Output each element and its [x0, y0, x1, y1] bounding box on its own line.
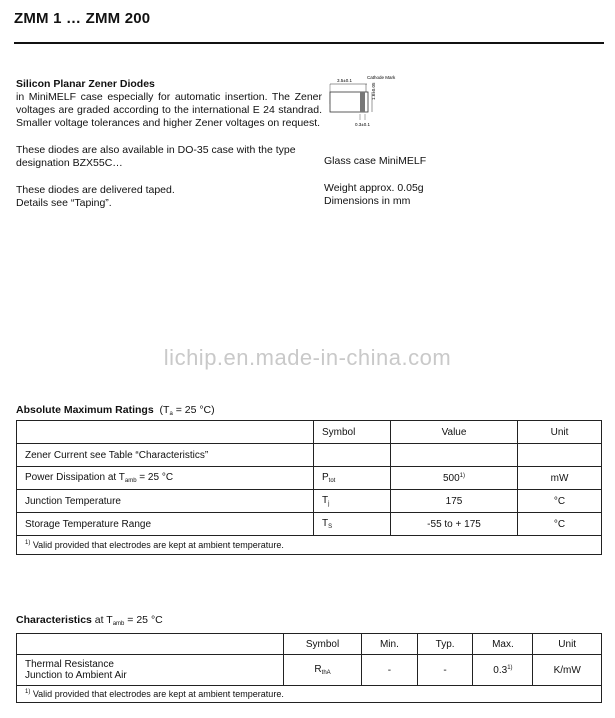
symbol-cell: $T_S$: [314, 513, 391, 536]
table-row: [17, 467, 602, 490]
characteristics-header-min: Min.: [362, 634, 418, 655]
param-cell: Power Dissipation at $T_{amb} = 25$ °C: [17, 467, 314, 490]
package-case: Glass case MiniMELF: [324, 155, 427, 167]
characteristics-header-unit: Unit: [533, 634, 602, 655]
characteristics-footnote-row: [17, 686, 602, 703]
value-cell: 175: [391, 490, 518, 513]
abs-max-heading: [16, 404, 215, 417]
intro-paragraph-3-line-1: These diodes are delivered taped.: [16, 184, 175, 196]
abs-max-header-symbol: Symbol: [314, 421, 391, 444]
min-cell: -: [362, 655, 418, 686]
package-weight: Weight approx. 0.05g: [324, 182, 424, 194]
abs-max-header-unit: Unit: [518, 421, 602, 444]
abs-max-condition: ($T_a = 25$ °C): [159, 404, 215, 417]
table-row: [17, 490, 602, 513]
title-rule: [14, 42, 604, 44]
symbol-cell: $T_j$: [314, 490, 391, 513]
characteristics-header-row: [17, 634, 602, 655]
unit-cell: °C: [518, 490, 602, 513]
table-row: [17, 444, 602, 467]
typ-cell: -: [417, 655, 473, 686]
characteristics-title: Characteristics: [16, 614, 92, 626]
diagram-diameter-label: 1.6±0.05: [371, 82, 376, 100]
param-cell: Storage Temperature Range: [17, 513, 314, 536]
characteristics-condition: at $T_{amb} = 25$ °C: [91, 614, 163, 627]
characteristics-table: [16, 633, 602, 703]
param-cell: Thermal Resistance Junction to Ambient Air: [17, 655, 284, 686]
symbol-cell: $P_{tot}$: [314, 467, 391, 490]
param-cell: Zener Current see Table “Characteristics”: [17, 444, 314, 467]
param-cell: Junction Temperature: [17, 490, 314, 513]
watermark: lichip.en.made-in-china.com: [163, 345, 452, 370]
max-cell: 0.3$^{1)}$: [473, 655, 533, 686]
table-row: [17, 513, 602, 536]
characteristics-header-max: Max.: [473, 634, 533, 655]
characteristics-header-param: [17, 634, 284, 655]
characteristics-footnote: $^{1)}$ Valid provided that electrodes are kept at ambient temperature.: [17, 686, 602, 703]
intro-paragraph-2: These diodes are also available in DO-35 case with the type designation BZX55C…: [16, 144, 296, 169]
intro-heading: Silicon Planar Zener Diodes: [16, 78, 155, 90]
diagram-band-label: 0.3±0.1: [355, 122, 370, 127]
page-title: ZMM 1 … ZMM 200: [14, 10, 151, 27]
abs-max-footnote: $^{1)}$ Valid provided that electrodes are kept at ambient temperature.: [17, 536, 602, 555]
abs-max-header-value: Value: [391, 421, 518, 444]
abs-max-header-row: [17, 421, 602, 444]
unit-cell: [518, 444, 602, 467]
symbol-cell: $R_{thA}$: [284, 655, 362, 686]
minimelf-diagram: [322, 74, 402, 134]
abs-max-footnote-row: [17, 536, 602, 555]
unit-cell: °C: [518, 513, 602, 536]
value-cell: 500$^{1)}$: [391, 467, 518, 490]
diagram-cathode-label: Cathode Mark: [367, 75, 396, 80]
unit-cell: K/mW: [533, 655, 602, 686]
value-cell: [391, 444, 518, 467]
intro-paragraph-3-line-2: Details see “Taping”.: [16, 197, 112, 209]
table-row: [17, 655, 602, 686]
unit-cell: mW: [518, 467, 602, 490]
characteristics-header-symbol: Symbol: [284, 634, 362, 655]
package-dimensions: Dimensions in mm: [324, 195, 411, 207]
characteristics-header-typ: Typ.: [417, 634, 473, 655]
abs-max-table: [16, 420, 602, 555]
package-info: [324, 155, 426, 208]
characteristics-heading: [16, 614, 163, 627]
value-cell: -55 to + 175: [391, 513, 518, 536]
diagram-cathode-band: [360, 92, 365, 112]
symbol-cell: [314, 444, 391, 467]
intro-paragraph-1: in MiniMELF case especially for automatic insertion. The Zener voltages are graded according to the international E 24 standrad. Smaller voltage tolerances and higher Zener voltages on request.: [16, 91, 322, 129]
intro-text: [16, 78, 322, 210]
abs-max-title: Absolute Maximum Ratings: [16, 404, 154, 416]
abs-max-header-param: [17, 421, 314, 444]
diagram-length-label: 3.5±0.1: [337, 78, 352, 83]
